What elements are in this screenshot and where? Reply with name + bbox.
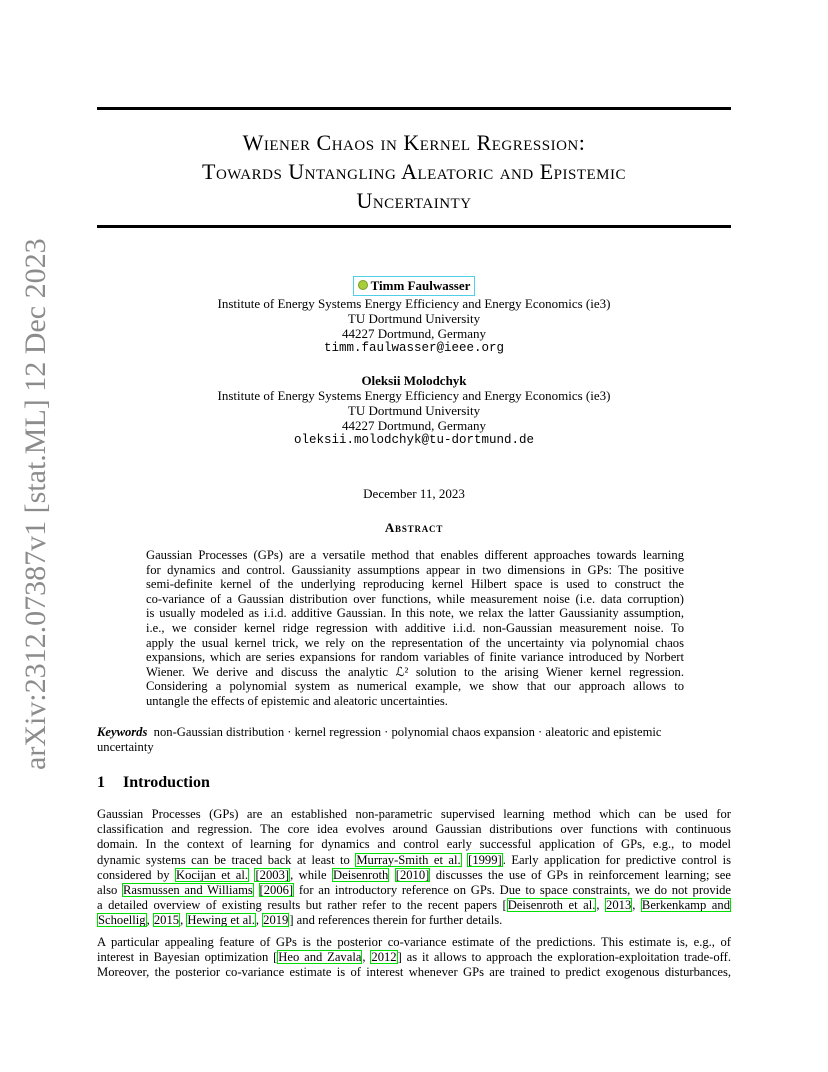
author-name-row xyxy=(97,276,731,296)
body-line xyxy=(97,853,731,868)
body-text: also xyxy=(97,883,123,898)
body-line xyxy=(97,913,731,928)
citation-link[interactable]: Deisenroth et al. xyxy=(507,898,596,913)
citation-link[interactable]: Rasmussen and Williams xyxy=(123,883,253,898)
abstract-line: for dynamics and control. Gaussianity assumptions appear in two dimensions in GPs: The positive xyxy=(146,562,684,577)
abstract-line: co-variance of a Gaussian distribution over functions, while measurement noise (i.e. data corruption) xyxy=(146,591,684,606)
orcid-icon[interactable] xyxy=(358,280,368,290)
section-number: 1 xyxy=(97,774,105,791)
abstract-line: semi-definite kernel of the underlying reproducing kernel Hilbert space is used to construct the xyxy=(146,577,684,592)
author-link[interactable] xyxy=(353,276,476,296)
body-line xyxy=(97,898,731,913)
abstract-line: apply the usual kernel trick, we rely on the representation of the uncertainty via polynomial chaos xyxy=(146,635,684,650)
author-name: Oleksii Molodchyk xyxy=(361,373,467,388)
citation-link[interactable]: Berkenkamp and xyxy=(641,898,730,913)
intro-paragraph-1 xyxy=(97,807,731,929)
body-line: Moreover, the posterior co-variance estimate is of interest whenever GPs are trained to predict exogenous disturbances, xyxy=(97,965,731,980)
author-email[interactable]: timm.faulwasser@ieee.org xyxy=(323,341,505,355)
body-line: Gaussian Processes (GPs) are an established non-parametric supervised learning method which can be used for xyxy=(97,807,731,821)
body-text: dynamic systems can be traced back at least to xyxy=(97,852,356,867)
author-email[interactable]: oleksii.molodchyk@tu-dortmund.de xyxy=(293,433,535,447)
body-line xyxy=(97,950,731,965)
keywords-line: uncertainty xyxy=(97,740,154,754)
citation-link[interactable]: [2010] xyxy=(395,867,430,882)
body-text: , xyxy=(596,898,606,913)
intro-paragraph-2 xyxy=(97,935,731,981)
citation-link[interactable]: Schoellig xyxy=(98,913,146,928)
body-text: , while xyxy=(290,867,333,882)
citation-link[interactable]: Hewing et al. xyxy=(187,913,255,928)
body-text: , xyxy=(362,950,371,965)
author-affiliation: Institute of Energy Systems Energy Efficiency and Energy Economics (ie3) xyxy=(217,296,611,311)
author-name: Timm Faulwasser xyxy=(370,278,471,293)
section-heading xyxy=(97,774,731,792)
body-text: for an introductory reference on GPs. Due to space constraints, we do not provide xyxy=(294,883,731,898)
body-line xyxy=(97,883,731,898)
abstract-body xyxy=(146,548,684,709)
citation-link[interactable]: [1999] xyxy=(468,852,502,867)
title-rule-bottom xyxy=(97,225,731,228)
keywords-label: Keywords xyxy=(97,725,148,739)
paper-date: December 11, 2023 xyxy=(363,486,465,501)
body-text: a detailed overview of existing results but rather refer to the recent papers [ xyxy=(97,898,507,913)
title-rule-top xyxy=(97,107,731,110)
author-block xyxy=(97,276,731,356)
abstract-line: Considering a polynomial system as numerical example, we show that our approach allows to xyxy=(146,679,684,694)
body-text: , xyxy=(632,898,641,913)
body-text: , xyxy=(146,913,153,928)
citation-link[interactable]: [2003] xyxy=(255,867,290,882)
abstract-line: Wiener. We derive and discuss the analytic ℒ² solution to the arising Wiener kernel regression. xyxy=(146,664,684,679)
arxiv-stamp: arXiv:2312.07387v1 [stat.ML] 12 Dec 2023 xyxy=(19,238,52,770)
body-text: , xyxy=(180,913,187,928)
author-city: 44227 Dortmund, Germany xyxy=(341,418,487,433)
keywords-text: non-Gaussian distribution · kernel regression · polynomial chaos expansion · aleatoric and epistemic xyxy=(153,725,662,739)
paper-title xyxy=(97,128,731,215)
title-line: Towards Untangling Aleatoric and Epistemic xyxy=(202,159,626,184)
body-text: ] as it allows to approach the exploration-exploitation trade-off. xyxy=(397,950,731,965)
body-line: A particular appealing feature of GPs is the posterior co-variance estimate of the predictions. This estimate is, e.g., of xyxy=(97,935,731,949)
citation-link[interactable]: 2019 xyxy=(263,913,289,928)
keywords-line xyxy=(97,725,731,740)
abstract-line: Gaussian Processes (GPs) are a versatile method that enables different approaches towards learning xyxy=(146,548,684,562)
citation-link[interactable]: Heo and Zavala xyxy=(278,950,362,965)
author-block xyxy=(97,373,731,448)
author-city: 44227 Dortmund, Germany xyxy=(341,326,487,341)
title-line: Uncertainty xyxy=(356,188,472,213)
author-university: TU Dortmund University xyxy=(347,403,481,418)
citation-link[interactable]: Murray-Smith et al. xyxy=(356,852,461,867)
body-line xyxy=(97,868,731,883)
abstract-line: i.e., we consider kernel ridge regression with additive i.i.d. non-Gaussian measurement noise. To xyxy=(146,620,684,635)
title-line: Wiener Chaos in Kernel Regression: xyxy=(242,130,586,155)
section-title: Introduction xyxy=(123,774,210,791)
citation-link[interactable]: [2006] xyxy=(259,883,294,898)
author-affiliation: Institute of Energy Systems Energy Efficiency and Energy Economics (ie3) xyxy=(217,388,611,403)
citation-link[interactable]: Deisenroth xyxy=(333,867,389,882)
abstract-heading: Abstract xyxy=(384,520,444,535)
citation-link[interactable]: 2012 xyxy=(371,950,397,965)
abstract-line: untangle the effects of epistemic and aleatoric uncertainties. xyxy=(146,693,448,708)
keywords xyxy=(97,725,731,755)
author-university: TU Dortmund University xyxy=(347,311,481,326)
citation-link[interactable]: 2015 xyxy=(153,913,180,928)
abstract-line: is usually modeled as i.i.d. additive Gaussian. In this note, we relax the latter Gaussianity assumption, xyxy=(146,606,684,621)
body-line: domain. In the context of learning for dynamics and control early successful application of GPs, e.g., to model xyxy=(97,837,731,852)
body-text: considered by xyxy=(97,867,175,882)
body-text: , xyxy=(255,913,263,928)
abstract-line: expansions, which are series expansions for random variables of finite variance introduced by Norbert xyxy=(146,650,684,665)
citation-link[interactable]: Kocijan et al. xyxy=(176,867,249,882)
body-text: ] and references therein for further details. xyxy=(289,913,503,928)
body-line: classification and regression. The core idea evolves around Gaussian distributions over functions with continuous xyxy=(97,822,731,837)
body-text: . Early application for predictive control is xyxy=(502,852,731,867)
citation-link[interactable]: 2013 xyxy=(606,898,632,913)
body-text: discusses the use of GPs in reinforcement learning; see xyxy=(430,867,731,882)
body-text: interest in Bayesian optimization [ xyxy=(97,950,278,965)
